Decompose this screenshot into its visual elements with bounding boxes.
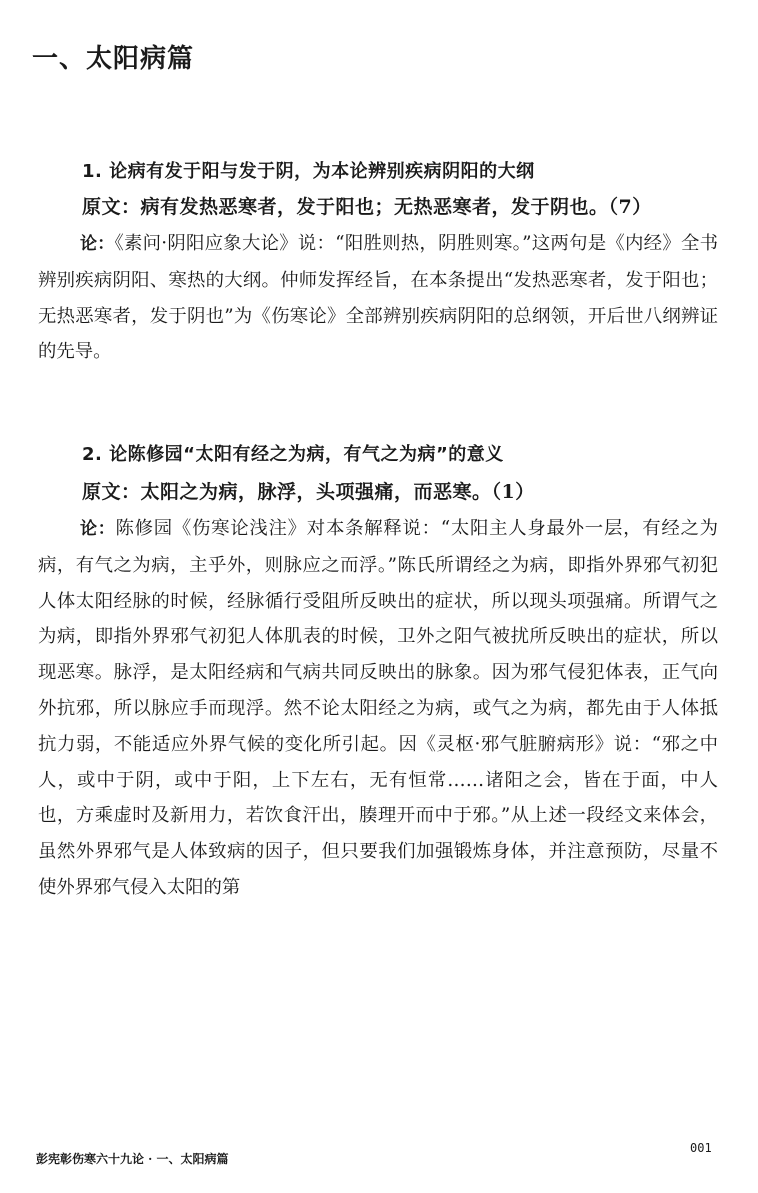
section-2-body: 陈修园《伤寒论浅注》对本条解释说：“太阳主人身最外一层，有经之为病，有气之为病，主乎外，则脉应之而浮。”陈氏所谓经之为病，即指外界邪气初犯人体太阳经脉的时候，经脉循行受阻所反映出的症状，所以现头项强痛。所谓气之为病，即指外界邪气初犯人体肌表的时候，卫外之阳气被扰所反映出的症状，所以现恶寒。脉浮，是太阳经病和气病共同反映出的脉象。因为邪气侵犯体表，正气向外抗邪，所以脉应手而现浮。然不论太阳经之为病，或气之为病，都先由于人体抵抗力弱，不能适应外界气候的变化所引起。因《灵枢·邪气脏腑病形》说：“邪之中人，或中于阴，或中于阳，上下左右，无有恒常……诸阳之会，皆在于面，中人也，方乘虚时及新用力，若饮食汗出，腠理开而中于邪。”从上述一段经文来体会，虽然外界邪气是人体致病的因子，但只要我们加强锻炼身体，并注意预防，尽量不使外界邪气侵入太阳的第: [38, 518, 718, 898]
section-1-original-text: 原文：病有发热恶寒者，发于阳也；无热恶寒者，发于阴也。（7）: [82, 196, 652, 218]
section-1-body: 《素问·阴阳应象大论》说：“阳胜则热，阴胜则寒。”这两句是《内经》全书辨别疾病阴阳、寒热的大纲。仲师发挥经旨，在本条提出“发热恶寒者，发于阳也；无热恶寒者，发于阴也”为《伤寒论》全部辨别疾病阴阳的总纲领，开后世八纲辨证的先导。: [38, 233, 718, 363]
section-1-heading: 1. 论病有发于阳与发于阴，为本论辨别疾病阴阳的大纲: [82, 161, 535, 182]
footer-book-title: 彭宪彰伤寒六十九论 · 一、太阳病篇: [36, 1152, 229, 1166]
section-1-lead: 论：: [80, 234, 115, 254]
section-2-lead: 论：: [80, 519, 116, 539]
section-2-paragraph: [38, 511, 718, 906]
footer-page-number: 001: [690, 1141, 712, 1155]
section-2-original-text: 原文：太阳之为病，脉浮，头项强痛，而恶寒。（1）: [82, 481, 535, 503]
section-2-heading: 2. 论陈修园“太阳有经之为病，有气之为病”的意义: [82, 444, 504, 465]
chapter-title: 一、太阳病篇: [32, 44, 195, 74]
section-1-paragraph: [38, 226, 718, 370]
